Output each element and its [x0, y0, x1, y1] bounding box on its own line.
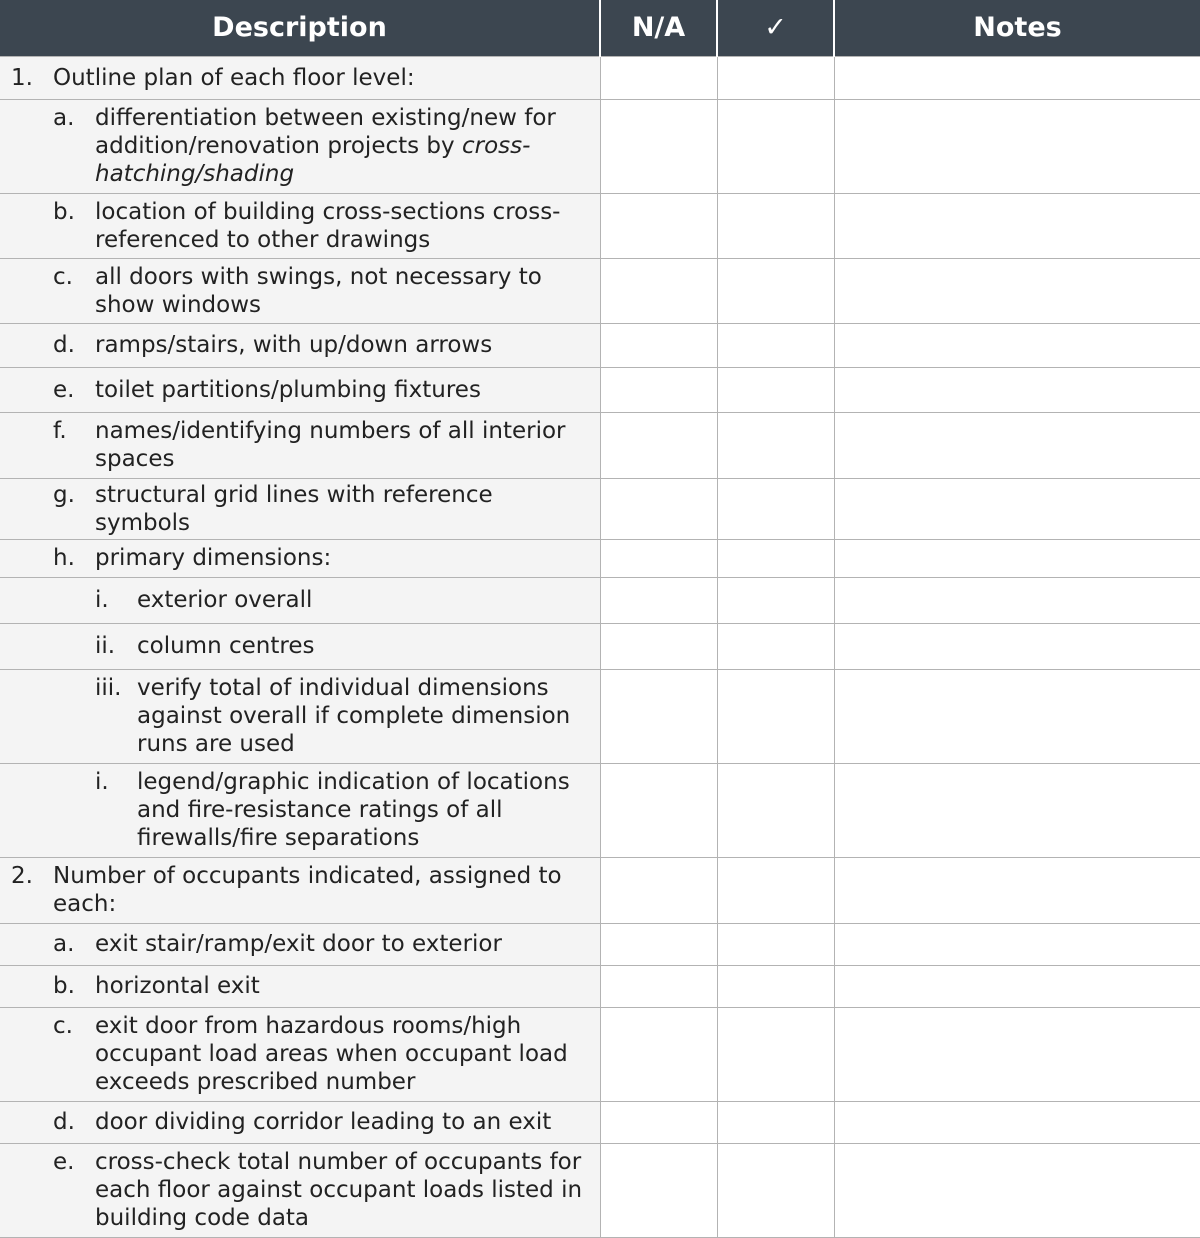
description-cell: [0, 193, 600, 258]
checklist-row: [0, 857, 1200, 923]
checklist-row: [0, 1101, 1200, 1143]
checklist-row: [0, 99, 1200, 193]
item-number: a.: [53, 931, 75, 957]
notes-cell[interactable]: [834, 367, 1200, 412]
item-text: [95, 1108, 594, 1136]
na-checkbox-cell[interactable]: [600, 412, 717, 478]
na-checkbox-cell[interactable]: [600, 367, 717, 412]
item-text-plain: legend/graphic indication of locations and fire-resistance ratings of all firewalls/fire separations: [137, 769, 570, 851]
description-cell: [0, 965, 600, 1007]
check-checkbox-cell[interactable]: [717, 763, 834, 857]
check-checkbox-cell[interactable]: [717, 1143, 834, 1237]
notes-cell[interactable]: [834, 923, 1200, 965]
checklist-item: [0, 542, 600, 574]
checkmark-column-header: ✓: [717, 0, 834, 56]
item-text: [95, 1148, 594, 1232]
checklist-item: [0, 102, 600, 190]
checklist-row: [0, 965, 1200, 1007]
description-cell: [0, 577, 600, 623]
na-checkbox-cell[interactable]: [600, 623, 717, 669]
item-text-plain: location of building cross-sections cross-referenced to other drawings: [95, 198, 561, 253]
item-text-plain: primary dimensions:: [95, 545, 332, 571]
notes-cell[interactable]: [834, 323, 1200, 367]
notes-cell[interactable]: [834, 1007, 1200, 1101]
checklist-body: [0, 56, 1200, 1237]
notes-cell[interactable]: [834, 623, 1200, 669]
checklist-item: [0, 374, 600, 406]
checklist-item: [0, 62, 600, 94]
checklist-row: [0, 412, 1200, 478]
item-text-plain: Number of occupants indicated, assigned to each:: [53, 863, 562, 917]
checklist-row: [0, 193, 1200, 258]
item-text-plain: ramps/stairs, with up/down arrows: [95, 332, 493, 358]
checklist-item: [0, 860, 600, 920]
description-cell: [0, 56, 600, 99]
check-checkbox-cell[interactable]: [717, 323, 834, 367]
item-text: [95, 331, 594, 359]
check-checkbox-cell[interactable]: [717, 258, 834, 323]
item-text: [95, 263, 594, 319]
description-cell: [0, 258, 600, 323]
na-checkbox-cell[interactable]: [600, 1007, 717, 1101]
checklist-item: [0, 584, 600, 616]
check-checkbox-cell[interactable]: [717, 539, 834, 577]
na-checkbox-cell[interactable]: [600, 539, 717, 577]
notes-cell[interactable]: [834, 478, 1200, 539]
na-checkbox-cell[interactable]: [600, 258, 717, 323]
check-checkbox-cell[interactable]: [717, 1101, 834, 1143]
checklist-row: [0, 623, 1200, 669]
item-text-plain: differentiation between existing/new for addition/renovation projects by: [95, 105, 556, 159]
item-text: [137, 632, 594, 660]
item-text-plain: structural grid lines with reference symbols: [95, 481, 493, 536]
item-text-plain: all doors with swings, not necessary to show windows: [95, 263, 542, 318]
na-checkbox-cell[interactable]: [600, 56, 717, 99]
item-number: i.: [95, 769, 109, 795]
description-cell: [0, 1007, 600, 1101]
check-checkbox-cell[interactable]: [717, 56, 834, 99]
description-cell: [0, 1101, 600, 1143]
notes-cell[interactable]: [834, 56, 1200, 99]
item-text-plain: exit door from hazardous rooms/high occupant load areas when occupant load exceeds prescribed number: [95, 1013, 568, 1095]
checklist-row: [0, 323, 1200, 367]
check-checkbox-cell[interactable]: [717, 367, 834, 412]
na-checkbox-cell[interactable]: [600, 1101, 717, 1143]
checklist-row: [0, 539, 1200, 577]
checklist-item: [0, 196, 600, 256]
checklist-item: [0, 672, 600, 760]
check-checkbox-cell[interactable]: [717, 623, 834, 669]
check-checkbox-cell[interactable]: [717, 478, 834, 539]
description-cell: [0, 923, 600, 965]
na-checkbox-cell[interactable]: [600, 99, 717, 193]
description-cell: [0, 623, 600, 669]
checklist-item: [0, 261, 600, 321]
item-text-plain: column centres: [137, 633, 315, 659]
na-checkbox-cell[interactable]: [600, 763, 717, 857]
checklist-row: [0, 1143, 1200, 1237]
description-cell: [0, 1143, 600, 1237]
item-text-plain: Outline plan of each floor level:: [53, 64, 415, 91]
description-cell: [0, 412, 600, 478]
na-checkbox-cell[interactable]: [600, 857, 717, 923]
notes-column-header: Notes: [834, 0, 1200, 56]
description-cell: [0, 478, 600, 539]
notes-cell[interactable]: [834, 857, 1200, 923]
check-checkbox-cell[interactable]: [717, 965, 834, 1007]
item-text: [95, 198, 594, 254]
item-number: d.: [53, 332, 75, 358]
na-checkbox-cell[interactable]: [600, 577, 717, 623]
checklist-row: [0, 1007, 1200, 1101]
item-number: e.: [53, 1149, 75, 1175]
checklist-item: [0, 479, 600, 539]
checklist-item: [0, 766, 600, 854]
notes-cell[interactable]: [834, 412, 1200, 478]
na-checkbox-cell[interactable]: [600, 923, 717, 965]
item-number: ii.: [95, 633, 116, 659]
notes-cell[interactable]: [834, 193, 1200, 258]
item-text: [95, 417, 594, 473]
check-checkbox-cell[interactable]: [717, 1007, 834, 1101]
na-checkbox-cell[interactable]: [600, 965, 717, 1007]
notes-cell[interactable]: [834, 965, 1200, 1007]
check-checkbox-cell[interactable]: [717, 193, 834, 258]
checklist-row: [0, 258, 1200, 323]
description-cell: [0, 763, 600, 857]
item-number: a.: [53, 105, 75, 131]
item-text-plain: exterior overall: [137, 587, 313, 613]
checklist-item: [0, 928, 600, 960]
checklist-item: [0, 1106, 600, 1138]
item-number: iii.: [95, 675, 122, 701]
description-column-header: Description: [0, 0, 600, 56]
description-cell: [0, 669, 600, 763]
checklist-row: [0, 669, 1200, 763]
item-text: [95, 930, 594, 958]
item-text: [53, 862, 594, 918]
na-checkbox-cell[interactable]: [600, 1143, 717, 1237]
checklist-row: [0, 56, 1200, 99]
item-text-plain: cross-check total number of occupants for each floor against occupant loads listed in building code data: [95, 1149, 583, 1231]
na-checkbox-cell[interactable]: [600, 478, 717, 539]
item-text-plain: horizontal exit: [95, 973, 260, 999]
description-cell: [0, 539, 600, 577]
item-number: d.: [53, 1109, 75, 1135]
item-text-plain: verify total of individual dimensions against overall if complete dimension runs are used: [137, 675, 571, 757]
check-checkbox-cell[interactable]: [717, 669, 834, 763]
item-text: [53, 64, 594, 92]
checklist-row: [0, 763, 1200, 857]
item-text: [137, 768, 594, 852]
notes-cell[interactable]: [834, 669, 1200, 763]
item-number: i.: [95, 587, 109, 613]
checklist-row: [0, 923, 1200, 965]
check-checkbox-cell[interactable]: [717, 99, 834, 193]
item-text: [95, 972, 594, 1000]
item-number: c.: [53, 263, 73, 290]
notes-cell[interactable]: [834, 539, 1200, 577]
checklist-item: [0, 329, 600, 361]
item-number: h.: [53, 545, 75, 571]
item-number: b.: [53, 198, 75, 225]
item-number: e.: [53, 376, 75, 403]
description-cell: [0, 367, 600, 412]
item-number: g.: [53, 481, 75, 508]
description-cell: [0, 857, 600, 923]
item-text-plain: exit stair/ramp/exit door to exterior: [95, 931, 502, 957]
check-checkbox-cell[interactable]: [717, 577, 834, 623]
notes-cell[interactable]: [834, 577, 1200, 623]
checklist-row: [0, 367, 1200, 412]
header-row: [0, 0, 1200, 56]
na-column-header: N/A: [600, 0, 717, 56]
item-text: [95, 104, 594, 188]
na-checkbox-cell[interactable]: [600, 323, 717, 367]
na-checkbox-cell[interactable]: [600, 193, 717, 258]
item-text: [137, 674, 594, 758]
item-text: [137, 586, 594, 614]
description-cell: [0, 323, 600, 367]
description-cell: [0, 99, 600, 193]
checklist-item: [0, 415, 600, 475]
checklist-row: [0, 478, 1200, 539]
check-checkbox-cell[interactable]: [717, 857, 834, 923]
checklist-item: [0, 1010, 600, 1098]
notes-cell[interactable]: [834, 99, 1200, 193]
item-text-plain: door dividing corridor leading to an exit: [95, 1109, 552, 1135]
na-checkbox-cell[interactable]: [600, 669, 717, 763]
checklist-item: [0, 1146, 600, 1234]
check-checkbox-cell[interactable]: [717, 412, 834, 478]
notes-cell[interactable]: [834, 1101, 1200, 1143]
item-text: [95, 1012, 594, 1096]
item-number: f.: [53, 418, 67, 444]
item-text-plain: toilet partitions/plumbing fixtures: [95, 376, 481, 403]
item-number: c.: [53, 1013, 73, 1039]
item-number: 2.: [11, 863, 33, 889]
item-number: b.: [53, 973, 75, 999]
notes-cell[interactable]: [834, 258, 1200, 323]
item-text: [95, 481, 594, 537]
check-checkbox-cell[interactable]: [717, 923, 834, 965]
item-text-plain: names/identifying numbers of all interior spaces: [95, 418, 566, 472]
notes-cell[interactable]: [834, 763, 1200, 857]
item-text: [95, 544, 594, 572]
checklist-item: [0, 630, 600, 662]
notes-cell[interactable]: [834, 1143, 1200, 1237]
checklist-row: [0, 577, 1200, 623]
item-text: [95, 376, 594, 404]
item-text-italic: cross-hatching/shading: [95, 133, 531, 187]
item-number: 1.: [11, 64, 33, 91]
checklist-item: [0, 970, 600, 1002]
